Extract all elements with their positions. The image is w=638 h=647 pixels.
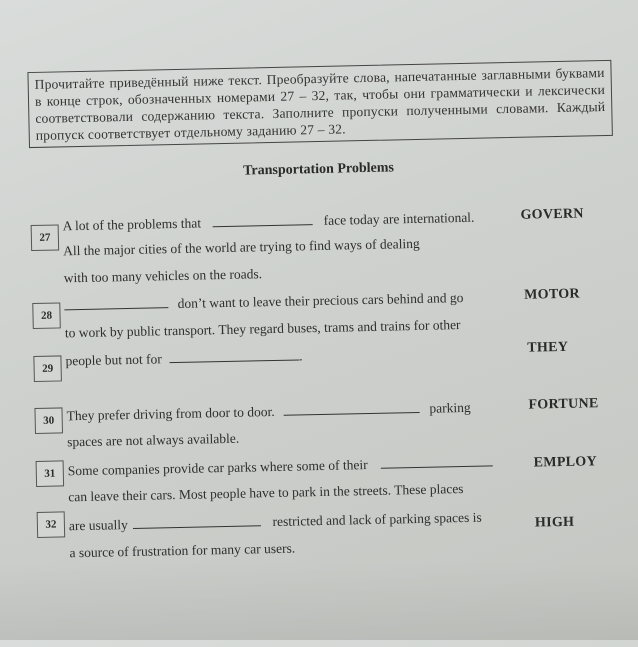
- instructions-text: Прочитайте приведённый ниже текст. Преобразуйте слова, напечатанные заглавными буквами в конце строк, обозначенных номерами 27 – 32, так, чтобы они грамматически и лексически соответствовали содержанию текста. Заполните пропуски полученными словами. Каждый пропуск соответствует отдельному заданию 27 – 32.: [34, 64, 606, 143]
- task-30-line-2: spaces are not always available.: [67, 430, 240, 450]
- keyword-fortune: FORTUNE: [528, 396, 599, 413]
- task-28-line-1: [64, 289, 463, 314]
- task-30-line-1: [66, 399, 470, 424]
- task-31-line-2: can leave their cars. Most people have to park in the streets. These places: [68, 481, 464, 505]
- page-shadow: [0, 560, 638, 640]
- task-number-30: 30: [34, 407, 63, 434]
- task-28-line-2: to work by public transport. They regard buses, trams and trains for other: [64, 317, 461, 341]
- task-30-text-before: They prefer driving from door to door.: [66, 403, 275, 424]
- task-29-text-after: .: [299, 348, 303, 364]
- task-27-line-3: with too many vehicles on the roads.: [63, 266, 263, 286]
- task-number-31: 31: [36, 460, 65, 487]
- task-27-line-2: All the major cities of the world are trying to find ways of dealing: [63, 235, 420, 259]
- task-32-text-after: restricted and lack of parking spaces is: [272, 509, 482, 530]
- instructions-box: [27, 60, 612, 148]
- page-title: Transportation Problems: [242, 160, 395, 179]
- task-32-line-2: a source of frustration for many car users.: [69, 540, 296, 561]
- task-31-text-before: Some companies provide car parks where some of their: [67, 457, 368, 479]
- task-27-blank[interactable]: [212, 212, 312, 227]
- task-number-27: 27: [31, 224, 60, 251]
- task-30-blank[interactable]: [284, 400, 420, 416]
- task-32-line-1: [69, 509, 482, 535]
- task-number-28: 28: [32, 302, 61, 329]
- task-28-blank[interactable]: [64, 295, 168, 310]
- task-28-text-after: don’t want to leave their precious cars behind and go: [177, 290, 464, 311]
- task-30-text-after: parking: [429, 399, 471, 416]
- keyword-high: HIGH: [534, 514, 575, 531]
- task-31-line-1: [68, 453, 494, 479]
- task-27-line-1: [62, 209, 474, 235]
- task-27-text-after: face today are international.: [323, 209, 475, 228]
- task-29-line-1: [65, 347, 302, 369]
- task-number-32: 32: [37, 511, 66, 538]
- keyword-employ: EMPLOY: [533, 454, 598, 471]
- task-29-text-before: people but not for: [65, 351, 162, 369]
- task-27-text-before: A lot of the problems that: [62, 215, 202, 234]
- task-29-blank[interactable]: [169, 347, 299, 363]
- task-32-blank[interactable]: [133, 513, 261, 529]
- task-31-blank[interactable]: [381, 453, 493, 468]
- task-32-text-before: are usually: [68, 517, 128, 534]
- keyword-motor: MOTOR: [524, 286, 581, 303]
- keyword-govern: GOVERN: [520, 206, 584, 223]
- keyword-they: THEY: [527, 339, 569, 356]
- task-number-29: 29: [33, 355, 62, 382]
